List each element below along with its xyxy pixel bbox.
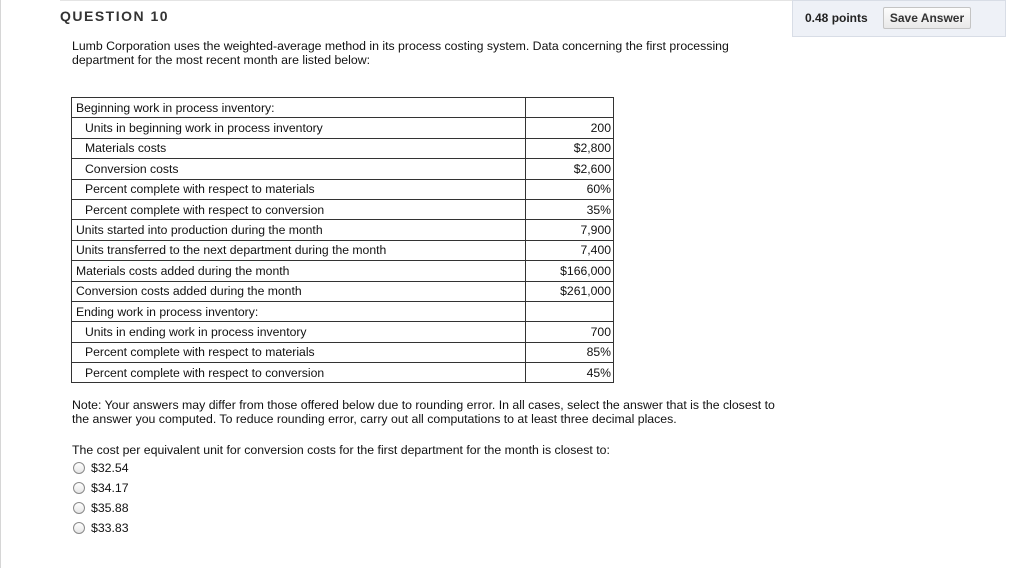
table-row [72,281,614,301]
row-value: $2,800 [526,138,614,158]
table-row [72,261,614,281]
table-row [72,240,614,260]
row-label: Beginning work in process inventory: [72,98,526,118]
table-row [72,342,614,362]
row-value: 200 [526,118,614,138]
row-value: 700 [526,322,614,342]
table-row [72,363,614,383]
row-label: Units in beginning work in process inventory [72,118,526,138]
rounding-note: Note: Your answers may differ from those offered below due to rounding error. In all cases, select the answer that is the closest to the answer you computed. To reduce rounding error, carry out all computations to at least three decimal places. [72,398,775,426]
answer-option[interactable] [73,498,129,518]
answer-option[interactable] [73,458,129,478]
question-prompt: The cost per equivalent unit for conversion costs for the first department for the month is closest to: [72,443,610,457]
radio-button[interactable] [73,462,85,474]
row-label: Materials costs [72,138,526,158]
question-intro: Lumb Corporation uses the weighted-average method in its process costing system. Data concerning the first processing department for the most recent month are listed below: [72,39,729,67]
table-row [72,322,614,342]
process-costing-table [71,97,614,383]
row-value: $261,000 [526,281,614,301]
table-row [72,199,614,219]
header-divider [60,0,792,1]
row-value: 60% [526,179,614,199]
question-number: QUESTION 10 [60,8,170,24]
row-label: Materials costs added during the month [72,261,526,281]
row-value: $2,600 [526,159,614,179]
row-label: Percent complete with respect to conversion [72,363,526,383]
row-label: Conversion costs [72,159,526,179]
row-value [526,301,614,321]
row-label: Ending work in process inventory: [72,301,526,321]
row-label: Units in ending work in process inventory [72,322,526,342]
row-value: 85% [526,342,614,362]
row-value: 7,400 [526,240,614,260]
table-row [72,220,614,240]
points-value: 0.48 points [805,11,868,25]
page-left-border [0,0,1,568]
row-label: Units started into production during the month [72,220,526,240]
table-row [72,118,614,138]
radio-button[interactable] [73,522,85,534]
radio-button[interactable] [73,502,85,514]
answer-option[interactable] [73,518,129,538]
answer-options [73,458,129,538]
row-label: Percent complete with respect to materials [72,342,526,362]
save-answer-button[interactable]: Save Answer [883,7,971,29]
answer-option[interactable] [73,478,129,498]
table-row [72,179,614,199]
option-label: $33.83 [91,521,129,535]
row-value: 45% [526,363,614,383]
option-label: $35.88 [91,501,129,515]
row-value: 7,900 [526,220,614,240]
row-label: Units transferred to the next department during the month [72,240,526,260]
radio-button[interactable] [73,482,85,494]
row-value: 35% [526,199,614,219]
table-row [72,301,614,321]
row-label: Conversion costs added during the month [72,281,526,301]
table-row [72,159,614,179]
table-row [72,98,614,118]
row-label: Percent complete with respect to conversion [72,199,526,219]
table-row [72,138,614,158]
row-value: $166,000 [526,261,614,281]
option-label: $34.17 [91,481,129,495]
option-label: $32.54 [91,461,129,475]
points-panel [792,0,1006,37]
row-value [526,98,614,118]
row-label: Percent complete with respect to materials [72,179,526,199]
